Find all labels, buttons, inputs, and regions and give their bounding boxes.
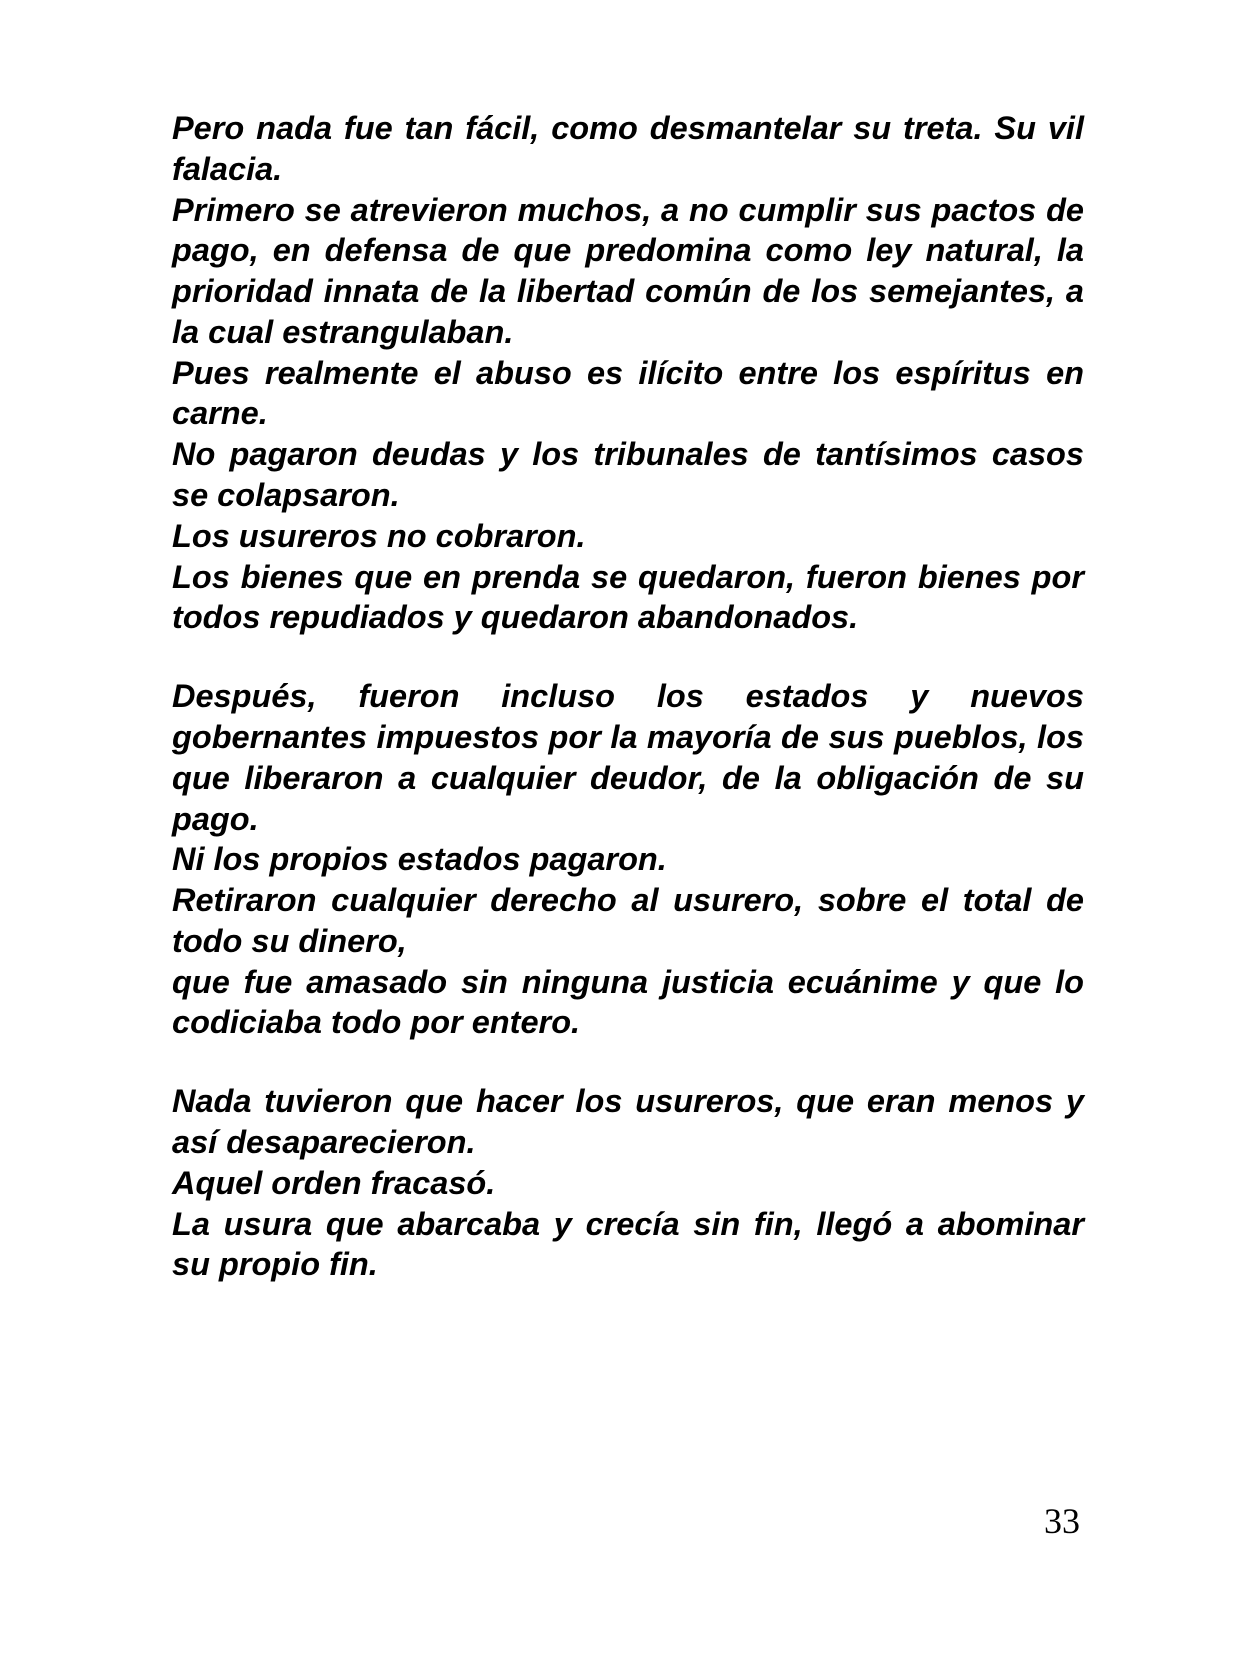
paragraph: Aquel orden fracasó.	[172, 1164, 496, 1201]
text-block-1	[172, 108, 1084, 638]
paragraph: Los bienes que en prenda se quedaron, fueron bienes por todos repudiados y quedaron abandonados.	[172, 558, 1084, 636]
paragraph: Pues realmente el abuso es ilícito entre los espíritus en carne.	[172, 354, 1084, 432]
page-body	[172, 108, 1084, 1285]
paragraph: Los usureros no cobraron.	[172, 517, 586, 554]
text-block-2	[172, 676, 1084, 1043]
block-separator	[172, 638, 1084, 676]
paragraph: Pero nada fue tan fácil, como desmantelar su treta. Su vil falacia.	[172, 110, 1084, 187]
paragraph: que fue amasado sin ninguna justicia ecuánime y que lo codiciaba todo por entero.	[172, 963, 1084, 1041]
text-block-3	[172, 1081, 1084, 1285]
paragraph: Primero se atrevieron muchos, a no cumplir sus pactos de pago, en defensa de que predomina como ley natural, la prioridad innata de la libertad común de los semejantes, a la cual estrangulaban.	[172, 191, 1084, 350]
paragraph: Nada tuvieron que hacer los usureros, que eran menos y así desaparecieron.	[172, 1083, 1084, 1160]
paragraph: Después, fueron incluso los estados y nuevos gobernantes impuestos por la mayoría de sus pueblos, los que liberaron a cualquier deudor, de la obligación de su pago.	[172, 678, 1084, 837]
paragraph: No pagaron deudas y los tribunales de tantísimos casos se colapsaron.	[172, 436, 1084, 514]
page-number: 33	[1044, 1501, 1080, 1541]
block-separator	[172, 1043, 1084, 1081]
paragraph: La usura que abarcaba y crecía sin fin, llegó a abominar su propio fin.	[172, 1205, 1084, 1283]
paragraph: Retiraron cualquier derecho al usurero, sobre el total de todo su dinero,	[172, 882, 1084, 959]
paragraph: Ni los propios estados pagaron.	[172, 841, 667, 878]
